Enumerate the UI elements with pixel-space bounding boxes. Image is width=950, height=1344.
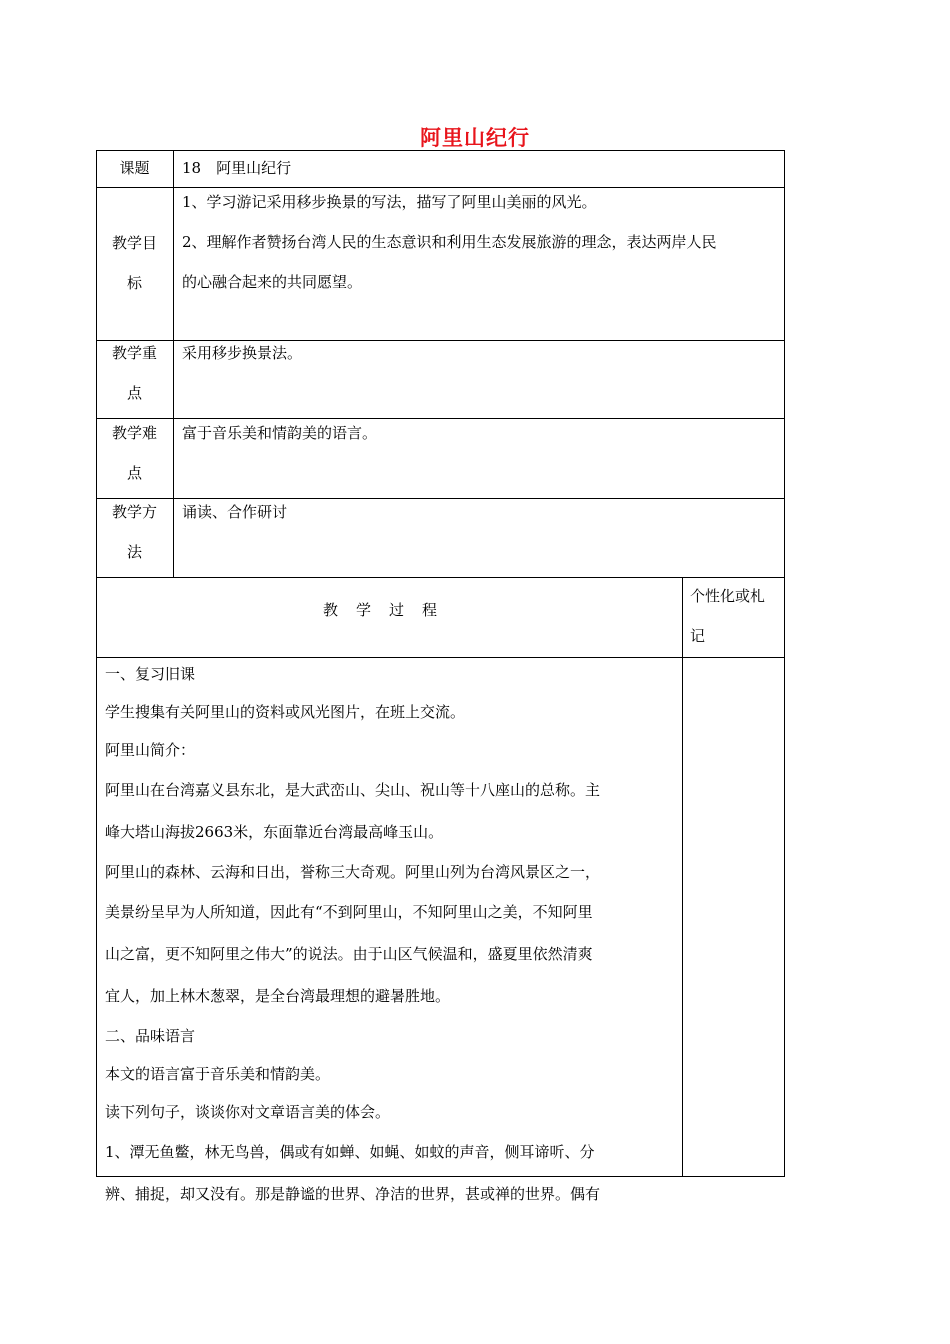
topic-label-text: 课题 <box>119 159 150 177</box>
focus-label <box>96 333 173 413</box>
topic-label <box>96 148 173 188</box>
process-line: 美景纷呈早为人所知道，因此有“不到阿里山，不知阿里山之美，不知阿里 <box>105 903 593 921</box>
difficulty-value: 富于音乐美和情韵美的语言。 <box>182 424 378 442</box>
goal-item-2: 2、理解作者赞扬台湾人民的生态意识和利用生态发展旅游的理念，表达两岸人民 <box>182 233 717 251</box>
label-column-divider <box>173 150 174 577</box>
notes-column-divider <box>682 577 683 1177</box>
process-line: 山之富，更不知阿里之伟大”的说法。由于山区气候温和，盛夏里依然清爽 <box>105 945 593 963</box>
process-line: 辨、捕捉，却又没有。那是静谧的世界、净洁的世界，甚或禅的世界。偶有 <box>105 1185 601 1203</box>
focus-label-line-2: 点 <box>126 384 142 402</box>
focus-label-line-1: 教学重 <box>111 344 157 362</box>
goal-item-1: 1、学习游记采用移步换景的写法，描写了阿里山美丽的风光。 <box>182 193 597 211</box>
method-label-line-1: 教学方 <box>111 503 157 521</box>
goal-item-3: 的心融合起来的共同愿望。 <box>182 273 363 291</box>
process-line: 本文的语言富于音乐美和情韵美。 <box>105 1065 331 1083</box>
process-line: 阿里山简介： <box>105 741 196 759</box>
goals-label-line-1: 教学目 <box>111 234 157 252</box>
difficulty-label-line-2: 点 <box>126 464 142 482</box>
notes-header <box>690 576 780 656</box>
notes-header-line-1: 个性化或札 <box>690 587 766 605</box>
method-value: 诵读、合作研讨 <box>182 503 288 521</box>
process-line: 阿里山在台湾嘉义县东北，是大武峦山、尖山、祝山等十八座山的总称。主 <box>105 781 601 799</box>
process-line: 读下列句子，谈谈你对文章语言美的体会。 <box>105 1103 391 1121</box>
difficulty-label-line-1: 教学难 <box>111 424 157 442</box>
process-line: 峰大塔山海拔2663米，东面靠近台湾最高峰玉山。 <box>105 823 444 841</box>
process-body <box>105 655 680 1215</box>
goals-label <box>96 223 173 303</box>
process-line: 1、潭无鱼鳖，林无鸟兽，偶或有如蝉、如蝇、如蚊的声音，侧耳谛听、分 <box>105 1143 595 1161</box>
process-line: 一、复习旧课 <box>105 665 196 683</box>
goals-content <box>182 182 717 302</box>
table-border-right <box>784 150 785 1177</box>
notes-header-line-2: 记 <box>690 627 706 645</box>
difficulty-label <box>96 413 173 493</box>
process-header: 教学过程 <box>322 601 455 619</box>
topic-value: 18 阿里山纪行 <box>182 159 292 177</box>
method-label-line-2: 法 <box>126 543 142 561</box>
table-border-left <box>96 150 97 1177</box>
process-line: 宜人，加上林木葱翠，是全台湾最理想的避暑胜地。 <box>105 987 451 1005</box>
method-label <box>96 492 173 572</box>
process-line: 学生搜集有关阿里山的资料或风光图片，在班上交流。 <box>105 703 466 721</box>
process-line: 阿里山的森林、云海和日出，誉称三大奇观。阿里山列为台湾风景区之一， <box>105 863 601 881</box>
lesson-plan-table <box>96 150 785 1203</box>
document-title: 阿里山纪行 <box>420 126 530 150</box>
focus-value: 采用移步换景法。 <box>182 344 303 362</box>
goals-label-line-2: 标 <box>126 274 142 292</box>
process-line: 二、品味语言 <box>105 1027 196 1045</box>
